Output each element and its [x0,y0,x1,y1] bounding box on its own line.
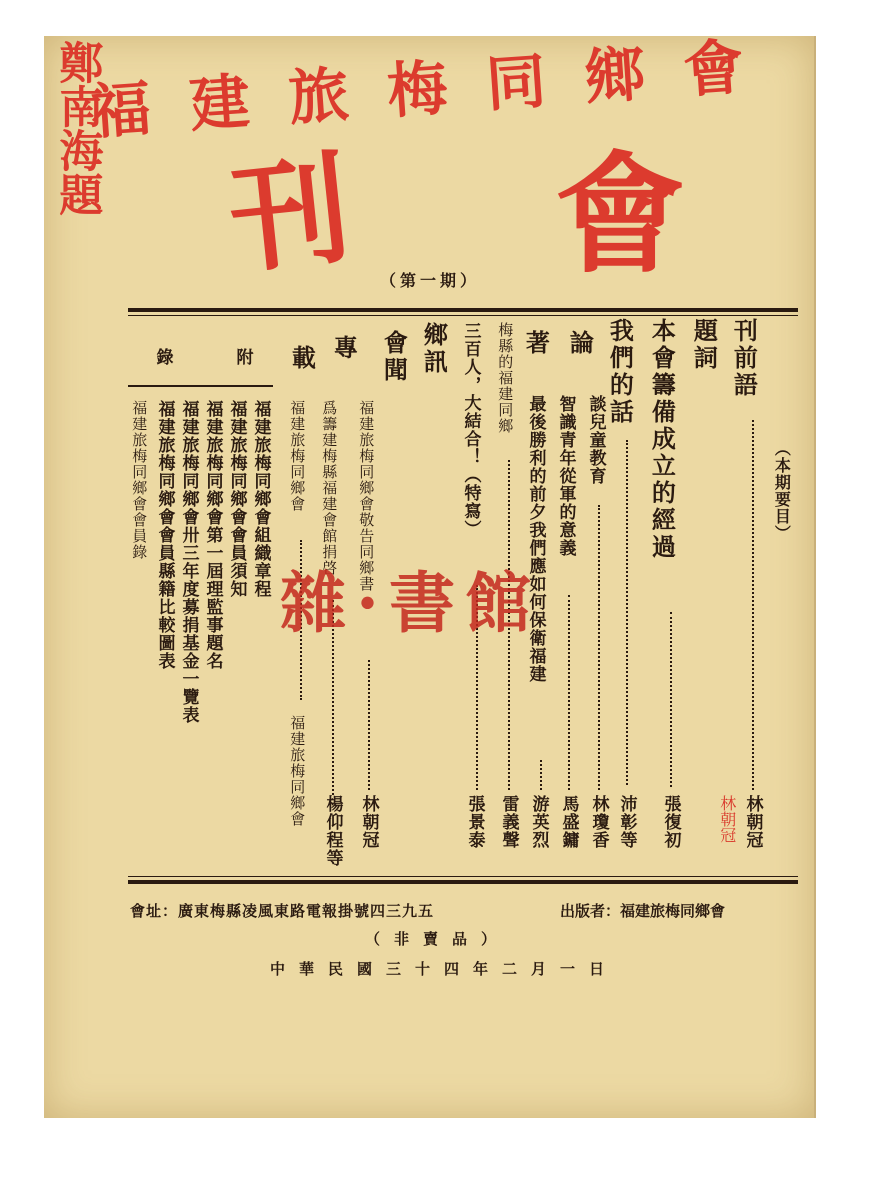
masthead-char: 建 [187,66,259,142]
toc-heading: 會聞 [379,330,409,384]
toc-entry: 智識青年從軍的意義 [555,395,576,557]
toc-entry: 三百人，大結合！（特寫） [460,322,481,538]
toc-leader [368,660,370,790]
toc-heading: 錄 [152,348,173,366]
section-divider [128,385,273,387]
masthead-char: 福 [88,73,160,148]
top-rule-thin [128,315,798,316]
toc-heading: 附 [232,348,253,366]
toc-entry: 本會籌備成立的經過 [647,318,677,561]
toc-entry: 爲籌建梅縣福建會館捐啓 [320,400,339,576]
toc-author: 福建旅梅同鄉會 [288,715,307,827]
toc-entry: 福建旅梅同鄉會敬告同鄉書 [357,400,376,592]
masthead-char: 會 [681,32,752,107]
issue-number: （第一期） [380,271,481,290]
toc-entry: 福建旅梅同鄉會會員錄 [130,400,149,560]
toc-author: 張景泰 [464,795,485,849]
toc-heading: 我們的話 [605,318,635,426]
toc-heading: 刊前語 [729,318,759,399]
toc-leader [626,440,628,785]
toc-heading: 著 [521,330,551,357]
bottom-rule-thick [128,880,798,884]
toc-leader [598,505,600,790]
footer-date: 中華民國三十四年二月一日 [270,960,619,978]
toc-heading: 鄉訊 [419,322,449,376]
toc-author: 馬盛鏞 [558,795,579,849]
toc-author: 林朝冠 [358,795,379,849]
toc-entry: 福建旅梅同鄉會會員縣籍比較圖表 [154,400,175,670]
toc-entry: 福建旅梅同鄉會組織章程 [250,400,271,598]
footer-address: 會址：廣東梅縣凌風東路電報掛號四三九五 [130,902,435,920]
toc-author: 楊仰程等 [322,795,343,867]
masthead-char: 同 [483,45,555,121]
footer-publisher: 出版者：福建旅梅同鄉會 [560,902,726,920]
toc-author: 雷義聲 [498,795,519,849]
toc-leader [670,612,672,787]
masthead-hui: 會 [555,138,686,291]
toc-entry: 梅縣的福建同鄉 [496,322,515,434]
toc-entry: 福建旅梅同鄉會卅三年度募捐基金一覽表 [178,400,199,724]
toc-heading: 論 [565,330,595,357]
toc-leader [752,420,754,790]
calligraphy-inscription: 鄭南海題 [51,40,103,216]
toc-author: 張復初 [660,795,681,849]
top-rule [128,308,798,312]
toc-heading: 題詞 [689,318,719,372]
toc-entry: 談兒童教育 [585,395,606,485]
toc-entry: 福建旅梅同鄉會 [288,400,307,512]
toc-author: 林朝冠 [742,795,763,849]
masthead-char: 鄉 [582,38,654,114]
watermark: 雜·書館 [280,564,541,642]
bottom-rule [128,876,798,877]
toc-leader [568,595,570,790]
masthead-char: 梅 [384,52,456,128]
seal-stamp: 林朝冠 [717,795,737,843]
footer-not-for-sale: （非賣品） [365,930,511,948]
toc-label: （本期要目） [772,440,792,542]
toc-author: 沛彰等 [616,795,637,849]
toc-leader [540,760,542,790]
toc-author: 林瓊香 [588,795,609,849]
toc-entry: 最後勝利的前夕我們應如何保衛福建 [525,395,546,683]
toc-heading: 專 [329,335,359,362]
toc-heading: 載 [287,345,317,372]
masthead-kan: 刊 [222,138,357,291]
toc-author: 游英烈 [528,795,549,849]
toc-entry: 福建旅梅同鄉會會員須知 [226,400,247,598]
masthead-char: 旅 [286,59,357,135]
toc-entry: 福建旅梅同鄉會第一屆理監事題名 [202,400,223,670]
